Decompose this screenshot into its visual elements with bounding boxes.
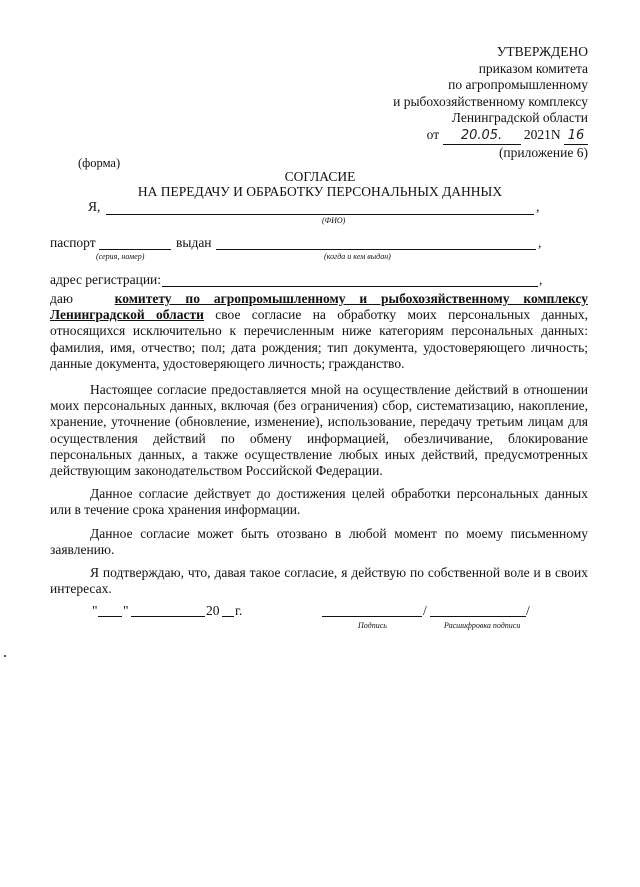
- give-word: даю: [50, 291, 73, 306]
- issued-caption: (когда и кем выдан): [324, 252, 391, 261]
- signature-caption: Подпись: [358, 621, 387, 630]
- passport-comma: ,: [538, 235, 542, 250]
- committee-name: комитету по агропромышленному и рыбохозяйственному комплексу Ленинградской области: [50, 291, 588, 323]
- consent-rest: свое согласие на обработку моих персональных данных, относящихся исключительно к перечисленным ниже категориям персональных данных: фамилия, имя, отчество; пол; дата рождения; тип документа, удостоверяющего личность; данные документа, удостоверяющего личность; гражданство.: [50, 307, 588, 371]
- scan-speck: [4, 655, 6, 657]
- date-field: [443, 127, 521, 146]
- ya-label: Я,: [88, 199, 101, 214]
- year-prefix: 20: [206, 603, 220, 618]
- passport-series-line[interactable]: [99, 249, 171, 250]
- address-label: адрес регистрации:: [50, 272, 162, 287]
- series-caption: (серия, номер): [96, 252, 145, 261]
- year-suffix: г.: [235, 603, 243, 618]
- approval-block: [393, 44, 588, 162]
- address-input-line[interactable]: [162, 286, 538, 287]
- date-close-quote: ": [123, 603, 129, 618]
- approval-complex: и рыбохозяйственному комплексу: [393, 93, 588, 109]
- approval-title: УТВЕРЖДЕНО: [496, 44, 588, 59]
- date-open-quote: ": [92, 603, 98, 618]
- consent-body: [50, 291, 588, 604]
- approval-date-line: [393, 127, 588, 146]
- address-comma: ,: [539, 272, 543, 287]
- approval-committee: по агропромышленному: [448, 77, 588, 92]
- signature-input-line[interactable]: [322, 616, 422, 617]
- date-prefix: от: [426, 126, 440, 142]
- validity-paragraph: Данное согласие действует до достижения целей обработки персональных данных или в течение срока хранения информации.: [50, 486, 588, 518]
- signature-slash-1: /: [423, 603, 427, 618]
- date-handwritten: 20.05.: [460, 127, 503, 143]
- ya-comma: ,: [536, 199, 540, 214]
- consent-paragraph: [50, 291, 588, 372]
- day-input-line[interactable]: [98, 616, 122, 617]
- passport-label: паспорт: [50, 235, 96, 250]
- confirmation-paragraph: Я подтверждаю, что, давая такое согласие, я действую по собственной воле и в своих интересах.: [50, 565, 588, 597]
- revocation-paragraph: Данное согласие может быть отозвано в любой момент по моему письменному заявлению.: [50, 525, 588, 557]
- approval-order: приказом комитета: [478, 60, 588, 76]
- decode-caption: Расшифровка подписи: [444, 621, 521, 630]
- signature-slash-2: /: [526, 603, 530, 618]
- document-subtitle: НА ПЕРЕДАЧУ И ОБРАБОТКУ ПЕРСОНАЛЬНЫХ ДАННЫХ: [137, 184, 503, 199]
- approval-region: Ленинградской области: [451, 110, 588, 125]
- issued-label: выдан: [176, 235, 212, 250]
- actions-paragraph: Настоящее согласие предоставляется мной на осуществление действий в отношении моих персональных данных, включая (без ограничения) сбор, систематизацию, накопление, хранение, уточнение (обновление, изменение), использование, передачу третьим лицам для осуществления действий по обмену информацией, обезличивание, блокирование персональных данных, а также осуществление любых иных действий, предусмотренных действующим законодательством Российской Федерации.: [50, 382, 588, 479]
- fio-input-line[interactable]: [106, 214, 534, 215]
- approval-appendix: (приложение 6): [498, 145, 588, 160]
- signature-decode-line[interactable]: [430, 616, 526, 617]
- order-year: 2021N: [523, 126, 561, 142]
- number-handwritten: 16: [567, 127, 585, 143]
- fio-caption: (ФИО): [322, 216, 346, 225]
- document-title: СОГЛАСИЕ: [284, 169, 356, 184]
- form-label: (форма): [78, 156, 121, 170]
- year-input-line[interactable]: [222, 616, 234, 617]
- issued-input-line[interactable]: [216, 249, 536, 250]
- number-field: [564, 127, 588, 146]
- month-input-line[interactable]: [131, 616, 205, 617]
